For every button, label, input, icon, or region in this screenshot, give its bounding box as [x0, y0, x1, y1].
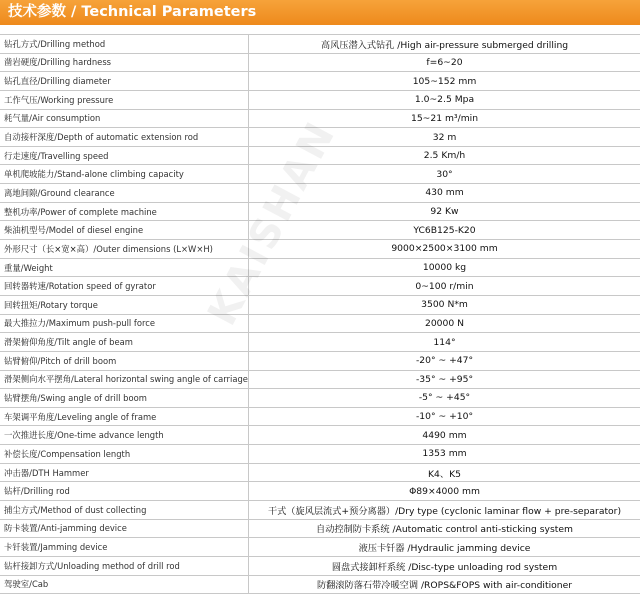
spec-label-en: /Unloading method of drill rod — [54, 560, 180, 571]
spec-label — [0, 352, 248, 370]
spec-label-zh: 钻杆接卸方式 — [4, 560, 55, 571]
spec-value: -35° ~ +95° — [248, 371, 640, 389]
spec-label — [0, 184, 248, 202]
spec-value: 92 Kw — [248, 203, 640, 221]
spec-label-zh: 钻孔方式 — [4, 38, 38, 49]
spec-label-en: /Ground clearance — [37, 187, 115, 198]
spec-label-en: /DTH Hammer — [29, 467, 89, 478]
spec-label-en: /Jamming device — [37, 542, 108, 553]
spec-label-en: /Rotation speed of gyrator — [45, 281, 156, 292]
section-header — [0, 0, 640, 25]
spec-label-zh: 回转扭矩 — [4, 299, 38, 310]
spec-value: -20° ~ +47° — [248, 352, 640, 370]
spec-label-zh: 捕尘方式 — [4, 504, 38, 515]
spec-label-zh: 一次推进长度 — [4, 430, 55, 441]
spec-label-en: /Working pressure — [37, 94, 114, 105]
spec-row — [0, 520, 640, 539]
spec-label-en: /One-time advance length — [54, 430, 164, 441]
spec-row — [0, 128, 640, 147]
spec-label — [0, 464, 248, 482]
spec-label-zh: 滑架侧向水平摆角 — [4, 374, 71, 385]
spec-label — [0, 128, 248, 146]
spec-row — [0, 371, 640, 390]
spec-label-en: /Leveling angle of frame — [54, 411, 157, 422]
spec-table — [0, 34, 640, 594]
spec-label-en: /Drilling rod — [20, 486, 70, 497]
spec-label-en: /Power of complete machine — [37, 206, 157, 217]
spec-label — [0, 501, 248, 519]
spec-label — [0, 520, 248, 538]
spec-value: 3500 N*m — [248, 296, 640, 314]
spec-label-en: /Drilling hardness — [37, 57, 112, 68]
spec-value: 防翻滚防落石带冷暖空调 /ROPS&FOPS with air-conditioner — [248, 576, 640, 594]
spec-row — [0, 221, 640, 240]
spec-label — [0, 538, 248, 556]
spec-row — [0, 464, 640, 483]
spec-value: 4490 mm — [248, 426, 640, 444]
spec-label-zh: 滑架俯仰角度 — [4, 337, 55, 348]
spec-label-en: /Cab — [29, 579, 49, 590]
spec-row — [0, 408, 640, 427]
spec-label — [0, 296, 248, 314]
spec-value: 114° — [248, 333, 640, 351]
spec-value: YC6B125-K20 — [248, 221, 640, 239]
spec-label-zh: 冲击器 — [4, 467, 30, 478]
spec-row — [0, 557, 640, 576]
spec-row — [0, 538, 640, 557]
spec-label-zh: 耗气量 — [4, 113, 30, 124]
spec-label — [0, 445, 248, 463]
spec-row — [0, 426, 640, 445]
spec-value: f=6~20 — [248, 54, 640, 72]
spec-row — [0, 389, 640, 408]
spec-value: 430 mm — [248, 184, 640, 202]
spec-label-en: /Air consumption — [29, 113, 101, 124]
spec-label — [0, 35, 248, 53]
spec-value: 自动控制防卡系统 /Automatic control anti-sticking system — [248, 520, 640, 538]
spec-row — [0, 72, 640, 91]
spec-label — [0, 482, 248, 500]
spec-label-en: /Depth of automatic extension rod — [54, 132, 199, 143]
spec-label-zh: 凿岩硬度 — [4, 57, 38, 68]
spec-row — [0, 259, 640, 278]
spec-value: 10000 kg — [248, 259, 640, 277]
spec-label — [0, 147, 248, 165]
spec-label — [0, 221, 248, 239]
spec-label-zh: 钻杆 — [4, 486, 21, 497]
spec-value: 1353 mm — [248, 445, 640, 463]
spec-label-en: /Method of dust collecting — [37, 504, 147, 515]
spec-value: 9000×2500×3100 mm — [248, 240, 640, 258]
spec-row — [0, 184, 640, 203]
spec-row — [0, 147, 640, 166]
spec-value: 圆盘式接卸杆系统 /Disc-type unloading rod system — [248, 557, 640, 575]
spec-label-zh: 重量 — [4, 262, 21, 273]
spec-value: 30° — [248, 165, 640, 183]
spec-row — [0, 501, 640, 520]
spec-label-en: /Drilling diameter — [37, 76, 111, 87]
spec-row — [0, 165, 640, 184]
spec-label-en: /Swing angle of drill boom — [37, 392, 147, 403]
spec-label-en: /Drilling method — [37, 38, 106, 49]
spec-value: 1.0~2.5 Mpa — [248, 91, 640, 109]
spec-value: 32 m — [248, 128, 640, 146]
spec-label-en: /Compensation length — [37, 448, 131, 459]
spec-label-zh: 最大推拉力 — [4, 318, 46, 329]
spec-label-zh: 补偿长度 — [4, 448, 38, 459]
spec-row — [0, 91, 640, 110]
spec-label-zh: 回转器转速 — [4, 281, 46, 292]
spec-row — [0, 445, 640, 464]
spec-label-en: /Stand-alone climbing capacity — [54, 169, 184, 180]
spec-value: 液压卡钎器 /Hydraulic jamming device — [248, 538, 640, 556]
spec-value: -5° ~ +45° — [248, 389, 640, 407]
spec-label-en: /Tilt angle of beam — [54, 337, 133, 348]
spec-row — [0, 203, 640, 222]
spec-value: Φ89×4000 mm — [248, 482, 640, 500]
spec-label — [0, 110, 248, 128]
spec-row — [0, 352, 640, 371]
spec-value: 15~21 m³/min — [248, 110, 640, 128]
spec-label — [0, 426, 248, 444]
spec-value: 高风压潜入式钻孔 /High air-pressure submerged drilling — [248, 35, 640, 53]
spec-label-zh: 防卡装置 — [4, 523, 38, 534]
spec-row — [0, 35, 640, 54]
spec-value: 2.5 Km/h — [248, 147, 640, 165]
spec-label — [0, 240, 248, 258]
spec-label-en: /Outer dimensions (L×W×H) — [93, 243, 213, 254]
spec-label-zh: 工作气压 — [4, 94, 38, 105]
spec-label — [0, 277, 248, 295]
spec-value: -10° ~ +10° — [248, 408, 640, 426]
spec-label — [0, 333, 248, 351]
spec-row — [0, 333, 640, 352]
spec-label — [0, 408, 248, 426]
spec-label-en: /Model of diesel engine — [45, 225, 144, 236]
spec-label — [0, 54, 248, 72]
spec-row — [0, 576, 640, 594]
spec-label — [0, 557, 248, 575]
spec-label-zh: 驾驶室 — [4, 579, 30, 590]
spec-label-zh: 自动接杆深度 — [4, 132, 55, 143]
spec-label-zh: 钻臂摆角 — [4, 392, 38, 403]
spec-label — [0, 576, 248, 594]
spec-label-zh: 钻孔直径 — [4, 76, 38, 87]
spec-value: 0~100 r/min — [248, 277, 640, 295]
spec-label-en: /Maximum push-pull force — [45, 318, 155, 329]
spec-label-en: /Rotary torque — [37, 299, 98, 310]
watermark: KAISHAN — [199, 113, 346, 333]
spec-label — [0, 259, 248, 277]
spec-label — [0, 371, 248, 389]
spec-value: 20000 N — [248, 315, 640, 333]
spec-row — [0, 110, 640, 129]
spec-label-zh: 钻臂俯仰 — [4, 355, 38, 366]
spec-label-en: /Anti-jamming device — [37, 523, 127, 534]
spec-label-zh: 整机功率 — [4, 206, 38, 217]
spec-label — [0, 165, 248, 183]
spec-label-en: /Travelling speed — [37, 150, 109, 161]
spec-value: 干式（旋风层流式+预分离器）/Dry type (cyclonic laminar flow + pre-separator) — [248, 501, 640, 519]
spec-label-zh: 车架调平角度 — [4, 411, 55, 422]
spec-value: K4、K5 — [248, 464, 640, 482]
spec-label — [0, 203, 248, 221]
spec-label-zh: 卡钎装置 — [4, 542, 38, 553]
spec-label-zh: 外形尺寸（长×宽×高） — [4, 243, 94, 254]
spec-row — [0, 315, 640, 334]
spec-row — [0, 54, 640, 73]
spec-label-zh: 柴油机型号 — [4, 225, 46, 236]
spec-label-zh: 行走速度 — [4, 150, 38, 161]
spec-label-zh: 单机爬坡能力 — [4, 169, 55, 180]
spec-label-en: /Lateral horizontal swing angle of carriage — [71, 374, 248, 385]
spec-label — [0, 315, 248, 333]
spec-label — [0, 389, 248, 407]
spec-label — [0, 91, 248, 109]
spec-value: 105~152 mm — [248, 72, 640, 90]
spec-row — [0, 296, 640, 315]
spec-label-en: /Pitch of drill boom — [37, 355, 117, 366]
spec-row — [0, 482, 640, 501]
spec-row — [0, 240, 640, 259]
spec-row — [0, 277, 640, 296]
spec-label-en: /Weight — [20, 262, 53, 273]
section-title: 技术参数 / Technical Parameters — [8, 4, 257, 20]
spec-label-zh: 离地间隙 — [4, 187, 38, 198]
spec-label — [0, 72, 248, 90]
